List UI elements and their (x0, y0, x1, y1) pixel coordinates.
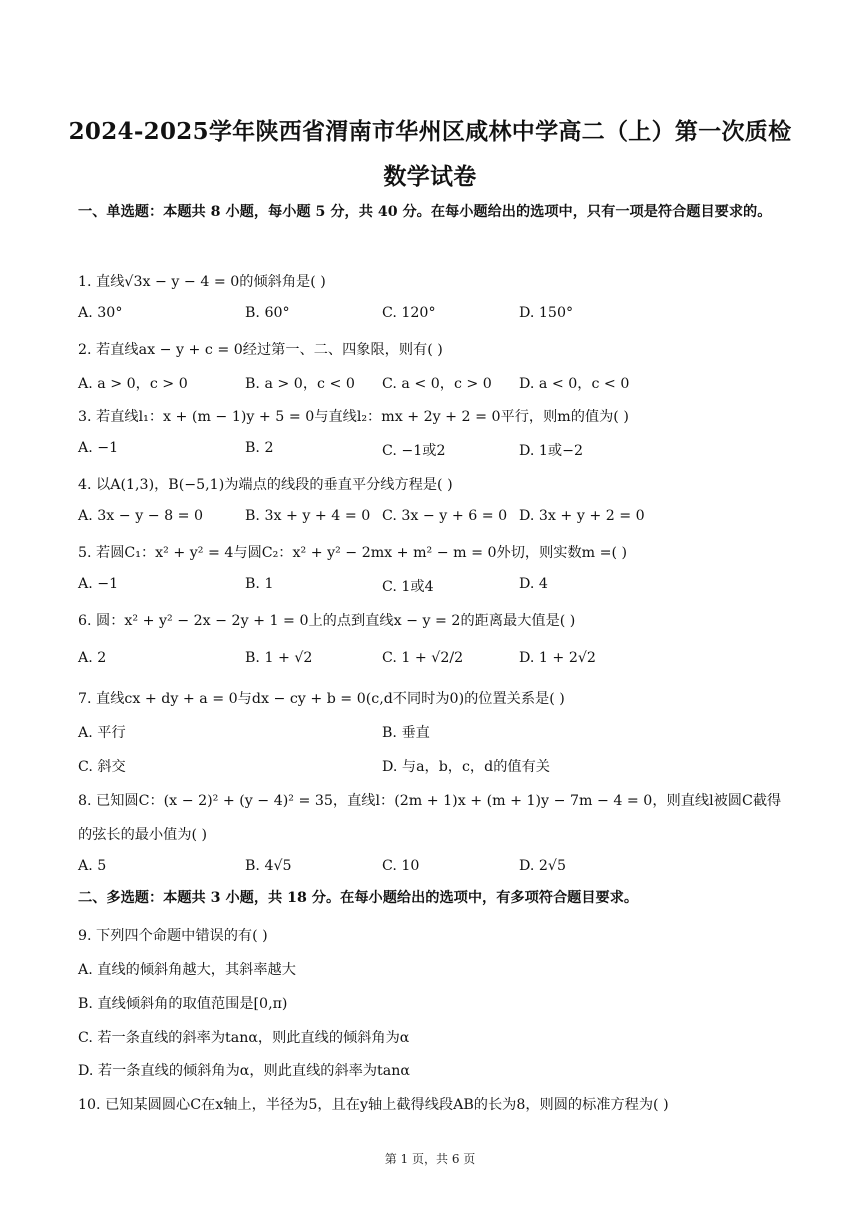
option-a: A. 3x − y − 8 = 0 (78, 508, 204, 524)
option-c: C. 3x − y + 6 = 0 (382, 508, 508, 524)
section2-heading: 二、多选题：本题共 3 小题，共 18 分。在每小题给出的选项中，有多项符合题目要求。 (78, 890, 639, 906)
option-a: A. 5 (78, 858, 107, 874)
option-c: C. 120° (382, 305, 436, 321)
option-d: D. 与a，b，c，d的值有关 (382, 759, 550, 775)
option-b: B. 60° (245, 305, 290, 321)
question-6-stem: 6. 圆：x² + y² − 2x − 2y + 1 = 0上的点到直线x − y = 2的距离最大值是( ) (78, 613, 576, 629)
option-d: D. 1 + 2√2 (519, 650, 596, 666)
option-a: A. −1 (78, 576, 119, 592)
question-8-stem-cont: 的弦长的最小值为( ) (78, 827, 208, 843)
option-b: B. 2 (245, 440, 274, 456)
exam-title-line2: 数学试卷 (383, 163, 477, 190)
exam-title-line1: 2024-2025学年陕西省渭南市华州区咸林中学高二（上）第一次质检 (68, 118, 792, 145)
question-7-stem: 7. 直线cx + dy + a = 0与dx − cy + b = 0(c,d不同时为0)的位置关系是( ) (78, 691, 565, 707)
option-a: A. a > 0，c > 0 (78, 376, 188, 392)
question-10-stem: 10. 已知某圆圆心C在x轴上，半径为5，且在y轴上截得线段AB的长为8，则圆的标准方程为( ) (78, 1097, 669, 1113)
option-a: A. 30° (78, 305, 123, 321)
option-c: C. −1或2 (382, 443, 446, 459)
question-5-stem: 5. 若圆C₁：x² + y² = 4与圆C₂：x² + y² − 2mx + m² − m = 0外切，则实数m =( ) (78, 545, 628, 561)
question-9-stem: 9. 下列四个命题中错误的有( ) (78, 928, 268, 944)
option-d: D. 2√5 (519, 858, 566, 874)
option-d: D. 1或−2 (519, 443, 584, 459)
option-a: A. 平行 (78, 725, 126, 741)
section1-heading: 一、单选题：本题共 8 小题，每小题 5 分，共 40 分。在每小题给出的选项中，只有一项是符合题目要求的。 (78, 204, 772, 220)
question-9-option-d: D. 若一条直线的倾斜角为α，则此直线的斜率为tanα (78, 1063, 410, 1079)
option-a: A. 2 (78, 650, 107, 666)
question-9-option-c: C. 若一条直线的斜率为tanα，则此直线的倾斜角为α (78, 1030, 410, 1046)
question-4-stem: 4. 以A(1,3)，B(−5,1)为端点的线段的垂直平分线方程是( ) (78, 477, 453, 493)
option-d: D. 3x + y + 2 = 0 (519, 508, 645, 524)
question-9-option-b: B. 直线倾斜角的取值范围是[0,π) (78, 996, 288, 1012)
question-8-stem: 8. 已知圆C：(x − 2)² + (y − 4)² = 35，直线l：(2m + 1)x + (m + 1)y − 7m − 4 = 0，则直线l被圆C截得 (78, 793, 782, 809)
question-9-option-a: A. 直线的倾斜角越大，其斜率越大 (78, 962, 296, 978)
option-c: C. 斜交 (78, 759, 126, 775)
option-b: B. a > 0，c < 0 (245, 376, 355, 392)
question-2-stem: 2. 若直线ax − y + c = 0经过第一、二、四象限，则有( ) (78, 342, 443, 358)
option-b: B. 1 + √2 (245, 650, 313, 666)
option-c: C. 10 (382, 858, 420, 874)
option-b: B. 1 (245, 576, 274, 592)
option-b: B. 垂直 (382, 725, 430, 741)
question-1-stem: 1. 直线√3x − y − 4 = 0的倾斜角是( ) (78, 274, 326, 290)
option-b: B. 3x + y + 4 = 0 (245, 508, 371, 524)
option-c: C. a < 0，c > 0 (382, 376, 492, 392)
option-c: C. 1或4 (382, 579, 434, 595)
option-a: A. −1 (78, 440, 119, 456)
page-number: 第 1 页，共 6 页 (384, 1152, 476, 1166)
question-3-stem: 3. 若直线l₁：x + (m − 1)y + 5 = 0与直线l₂：mx + 2y + 2 = 0平行，则m的值为( ) (78, 409, 629, 425)
option-b: B. 4√5 (245, 858, 292, 874)
option-d: D. a < 0，c < 0 (519, 376, 630, 392)
option-c: C. 1 + √2/2 (382, 650, 464, 666)
option-d: D. 4 (519, 576, 548, 592)
option-d: D. 150° (519, 305, 574, 321)
